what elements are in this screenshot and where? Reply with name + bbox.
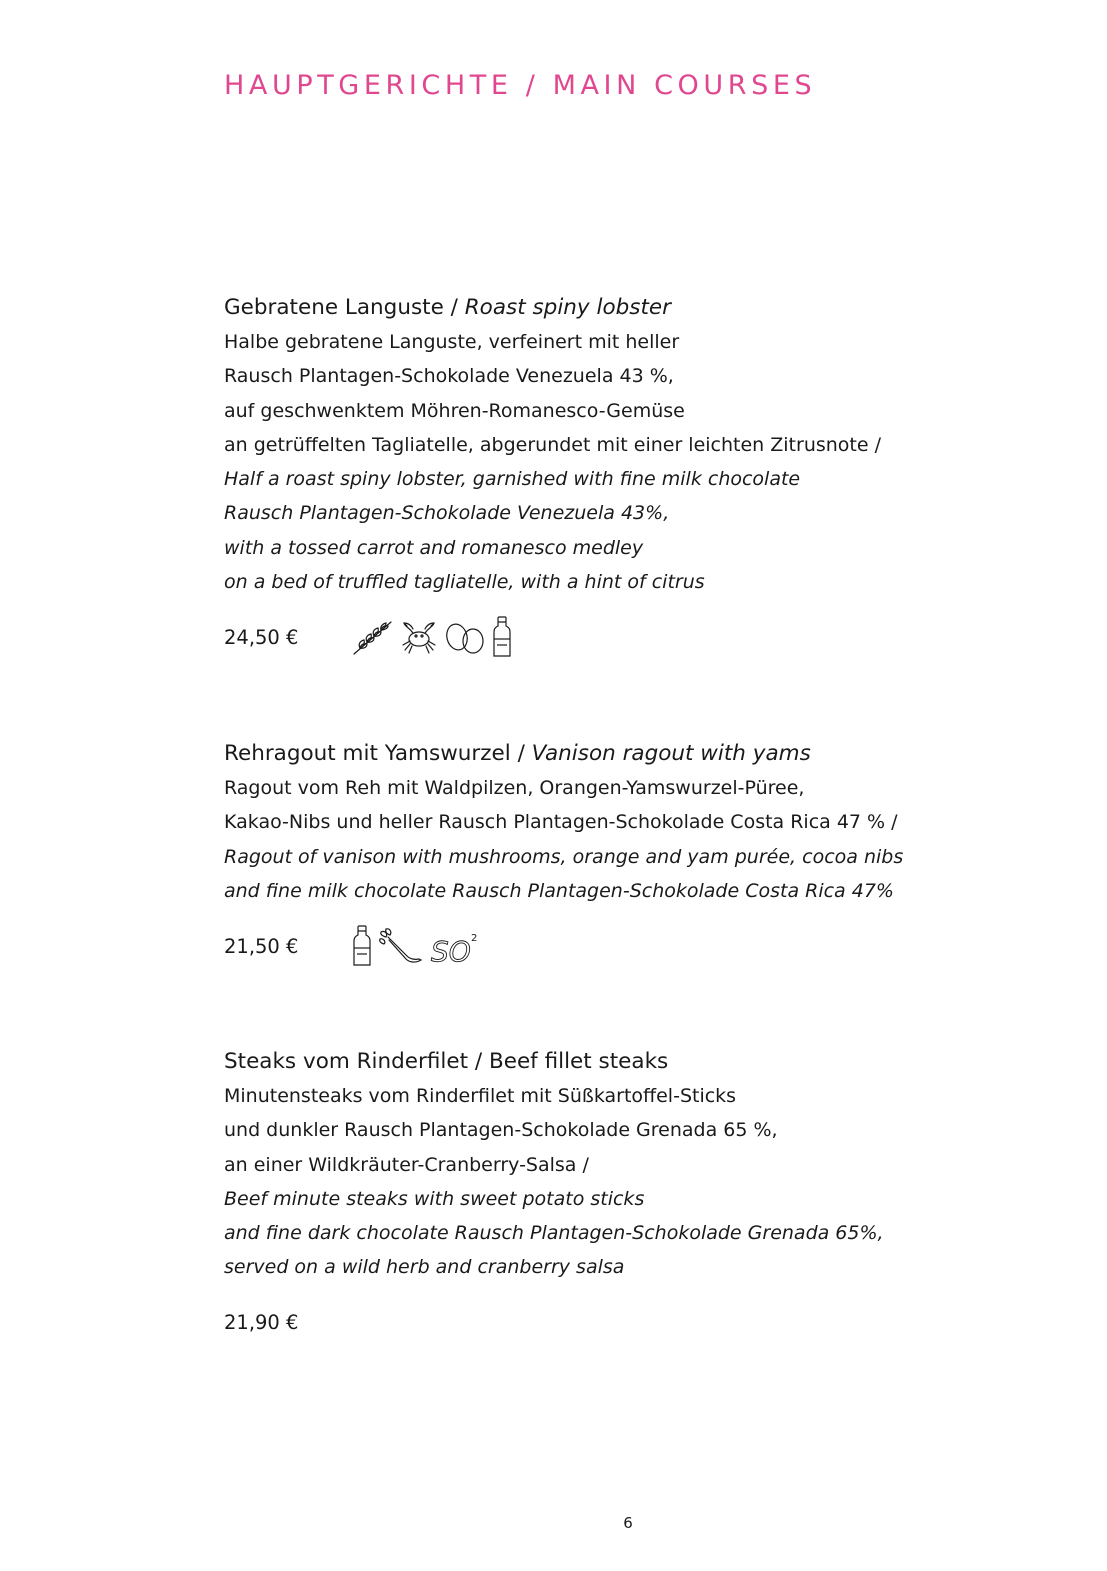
price: 24,50 € bbox=[224, 625, 299, 649]
description-en-line: Ragout of vanison with mushrooms, orange and yam purée, cocoa nibs bbox=[224, 845, 904, 868]
celery-icon bbox=[377, 926, 425, 966]
dish-beef-fillet-steaks bbox=[224, 1045, 1084, 1345]
price-row bbox=[224, 1301, 1084, 1345]
description-en-line: and fine milk chocolate Rausch Plantagen-Schokolade Costa Rica 47% bbox=[224, 879, 894, 902]
description-de-line: Halbe gebratene Languste, verfeinert mit heller bbox=[224, 331, 680, 353]
dish-title bbox=[224, 291, 1084, 325]
price-row bbox=[224, 615, 1084, 659]
description-en-line: on a bed of truffled tagliatelle, with a hint of citrus bbox=[224, 571, 705, 594]
description-de-line: auf geschwenktem Möhren-Romanesco-Gemüse bbox=[224, 399, 685, 422]
dish-title bbox=[224, 737, 1084, 771]
dish-title-en: Roast spiny lobster bbox=[464, 295, 671, 320]
description-en-line: Rausch Plantagen-Schokolade Venezuela 43%, bbox=[224, 502, 670, 525]
description-en-line: served on a wild herb and cranberry salsa bbox=[224, 1256, 625, 1279]
crab-icon bbox=[399, 617, 439, 657]
milk-bottle-icon bbox=[491, 615, 513, 659]
description-de-line: an einer Wildkräuter-Cranberry-Salsa / bbox=[224, 1153, 589, 1176]
price: 21,50 € bbox=[224, 934, 299, 958]
description-en-line: Half a roast spiny lobster, garnished with fine milk chocolate bbox=[224, 468, 801, 491]
description-en-line: Beef minute steaks with sweet potato sticks bbox=[224, 1187, 645, 1210]
so2-text: SO bbox=[431, 935, 471, 967]
description-en-line: with a tossed carrot and romanesco medley bbox=[224, 536, 644, 559]
dish-roast-spiny-lobster bbox=[224, 291, 1084, 659]
milk-bottle-icon bbox=[351, 924, 373, 968]
so2-label bbox=[429, 926, 479, 966]
price: 21,90 € bbox=[224, 1311, 299, 1335]
wheat-icon bbox=[351, 617, 395, 657]
description-de-line: und dunkler Rausch Plantagen-Schokolade Grenada 65 %, bbox=[224, 1119, 778, 1142]
description-de-line: Ragout vom Reh mit Waldpilzen, Orangen-Yamswurzel-Püree, bbox=[224, 777, 805, 799]
description-de-line: Rausch Plantagen-Schokolade Venezuela 43 %, bbox=[224, 365, 674, 388]
allergen-icons bbox=[351, 615, 513, 659]
allergen-icons bbox=[351, 924, 479, 968]
price-row bbox=[224, 924, 1084, 968]
dish-title-de: Gebratene Languste / bbox=[224, 295, 465, 320]
dish-title-de: Rehragout mit Yamswurzel / bbox=[224, 741, 532, 766]
description-en-line: and fine dark chocolate Rausch Plantagen-Schokolade Grenada 65%, bbox=[224, 1222, 884, 1245]
section-heading: HAUPTGERICHTE / MAIN COURSES bbox=[224, 70, 817, 101]
so2-icon bbox=[429, 926, 479, 966]
description-de-line: Minutensteaks vom Rinderfilet mit Süßkartoffel-Sticks bbox=[224, 1085, 737, 1107]
eggs-icon bbox=[443, 617, 487, 657]
so2-superscript: 2 bbox=[471, 933, 478, 945]
dish-title-en: Vanison ragout with yams bbox=[531, 741, 811, 766]
dish-title bbox=[224, 1045, 1084, 1079]
dish-vanison-ragout bbox=[224, 737, 1084, 968]
dish-title-de: Steaks vom Rinderfilet / Beef fillet steaks bbox=[224, 1049, 669, 1074]
description-de-line: Kakao-Nibs und heller Rausch Plantagen-Schokolade Costa Rica 47 % / bbox=[224, 811, 898, 834]
description-de-line: an getrüffelten Tagliatelle, abgerundet mit einer leichten Zitrusnote / bbox=[224, 433, 882, 456]
page-number: 6 bbox=[623, 1514, 633, 1532]
